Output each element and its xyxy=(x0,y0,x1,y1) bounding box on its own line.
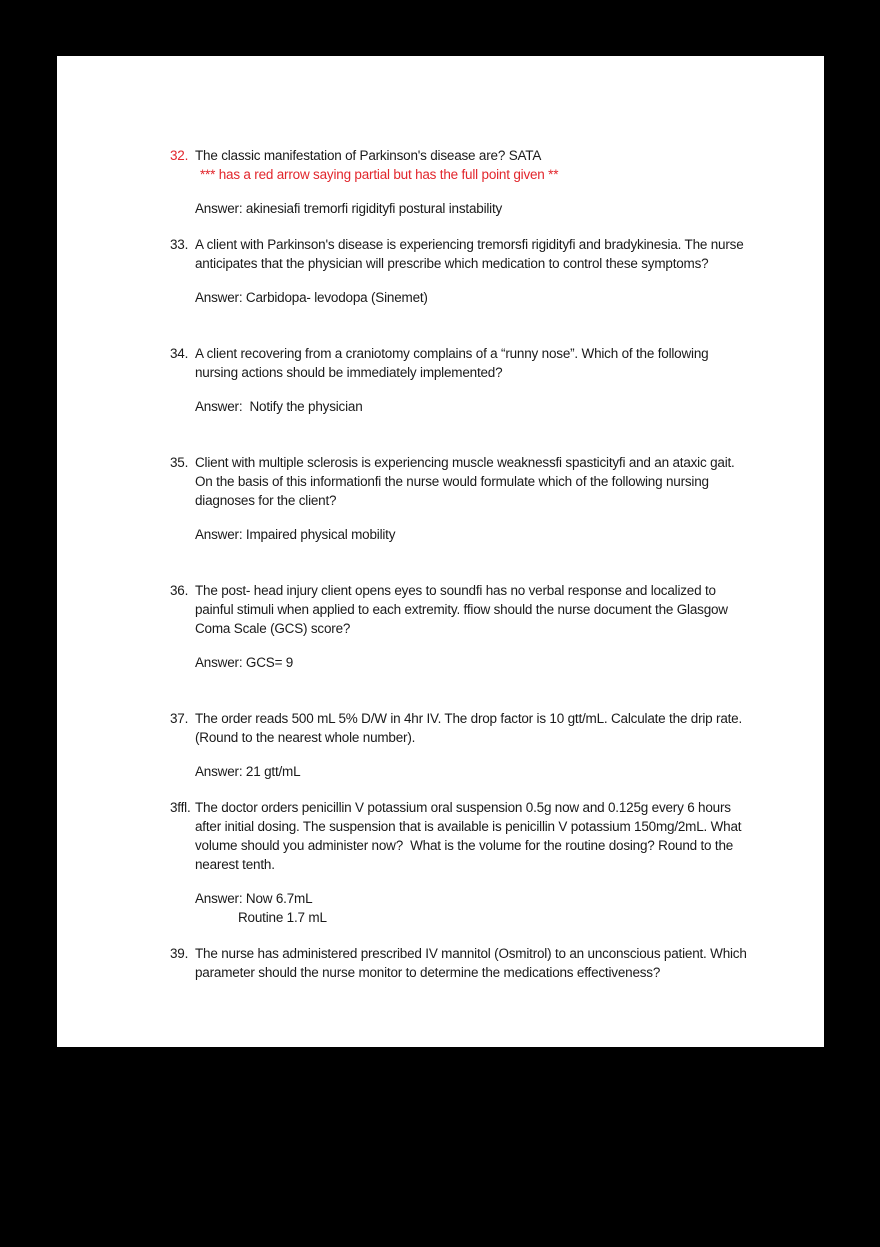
question-item-39 xyxy=(170,944,752,982)
question-text: The order reads 500 mL 5% D/W in 4hr IV. The drop factor is 10 gtt/mL. Calculate the drip rate. (Round to the nearest whole number). xyxy=(195,711,746,745)
question-number: 35. xyxy=(170,455,189,470)
answer-text: Answer: akinesiafi tremorfi rigidityfi postural instability xyxy=(195,201,503,216)
question-item-37 xyxy=(170,709,752,781)
question-number: 32. xyxy=(170,148,189,163)
question-item-36 xyxy=(170,581,752,672)
question-text: The nurse has administered prescribed IV mannitol (Osmitrol) to an unconscious patient. Which parameter should the nurse monitor to determine the medications effectiveness? xyxy=(195,946,751,980)
answer-text: Answer: Impaired physical mobility xyxy=(195,527,396,542)
answer-text: Answer: 21 gtt/mL xyxy=(195,764,301,779)
question-number: 3ffl. xyxy=(170,800,191,815)
question-item-38 xyxy=(170,798,752,927)
answer-text: Answer: Carbidopa- levodopa (Sinemet) xyxy=(195,290,428,305)
question-number: 33. xyxy=(170,237,189,252)
answer-text: Answer: Notify the physician xyxy=(195,399,363,414)
question-number: 37. xyxy=(170,711,189,726)
question-text: The doctor orders penicillin V potassium oral suspension 0.5g now and 0.125g every 6 hours after initial dosing. The suspension that is available is penicillin V potassium 150mg/2mL. What volume should you administer now? What is the volume for the routine dosing? Round to the nearest tenth. xyxy=(195,800,745,872)
document-page xyxy=(57,56,824,1047)
question-item-34 xyxy=(170,344,752,416)
question-text: The post- head injury client opens eyes to soundfi has no verbal response and localized to painful stimuli when applied to each extremity. ffiow should the nurse document the Glasgow Coma Scale (GCS) score? xyxy=(195,583,732,636)
question-number: 34. xyxy=(170,346,189,361)
question-number: 39. xyxy=(170,946,189,961)
question-item-33 xyxy=(170,235,752,307)
question-text: Client with multiple sclerosis is experiencing muscle weaknessfi spasticityfi and an ataxic gait. On the basis of this informationfi the nurse would formulate which of the following nursing diagnoses for the client? xyxy=(195,455,739,508)
question-text: The classic manifestation of Parkinson's disease are? SATA xyxy=(195,148,542,163)
answer-text-line2: Routine 1.7 mL xyxy=(238,910,327,925)
question-item-32 xyxy=(170,146,752,218)
answer-text: Answer: GCS= 9 xyxy=(195,655,294,670)
question-text: A client with Parkinson's disease is experiencing tremorsfi rigidityfi and bradykinesia. The nurse anticipates that the physician will prescribe which medication to control these symptoms? xyxy=(195,237,748,271)
answer-text: Answer: Now 6.7mL xyxy=(195,891,313,906)
question-item-35 xyxy=(170,453,752,544)
question-note-red: *** has a red arrow saying partial but has the full point given ** xyxy=(200,167,559,182)
question-text: A client recovering from a craniotomy complains of a “runny nose”. Which of the following nursing actions should be immediately implemented? xyxy=(195,346,713,380)
question-number: 36. xyxy=(170,583,189,598)
